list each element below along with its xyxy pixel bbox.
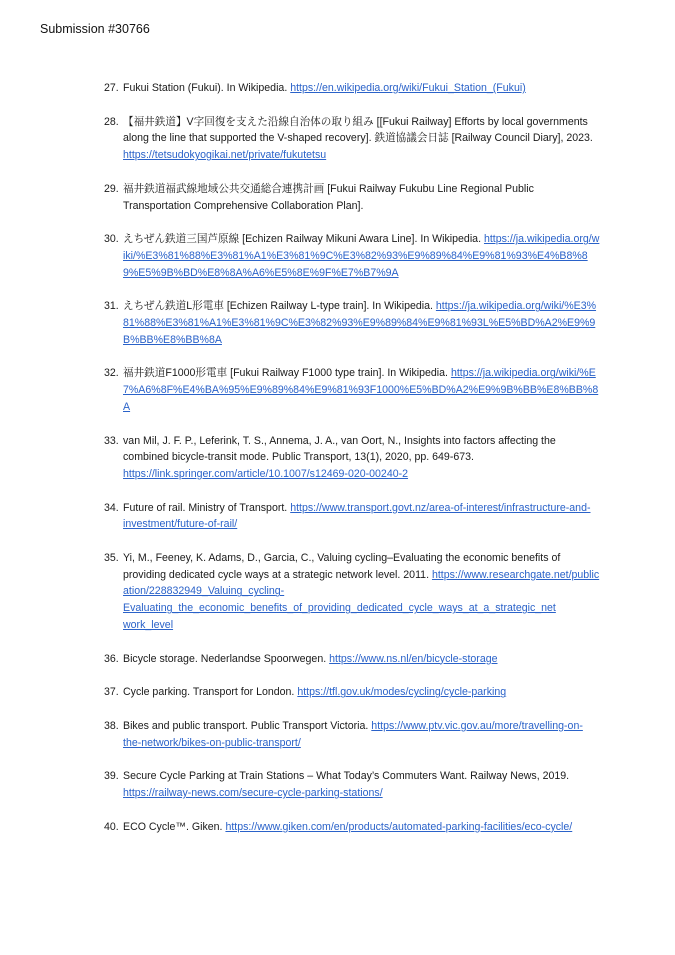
reference-link[interactable]: https://ja.wikipedia.org/wiki/%E3%81%88%E3%81%A1%E3%81%9C%E3%82%93%E9%89%84%E9%81%93L%E5%BD%A2%E9%9B%BB%E8%BB%8A [123,300,597,346]
reference-text: Secure Cycle Parking at Train Stations – What Today’s Commuters Want. Railway News, 2019. [123,770,570,783]
reference-number: 29 . [104,181,119,198]
reference-item-27 [104,80,600,97]
reference-text: 【福井鉄道】V字回復を支えた沿線自治体の取り組み [[Fukui Railway] Efforts by local governments along the line that supported the V-shaped recovery]. 鉄道協議会日誌 [Railway Council Diary], 2023. [123,115,593,145]
reference-text: Yi, M., Feeney, K. Adams, D., Garcia, C., Valuing cycling–Evaluating the economic benefits of providing dedicated cycle ways at a strategic network level. 2011. [123,552,561,581]
reference-number: 36 . [104,651,119,668]
reference-text: Fukui Station (Fukui). In Wikipedia. [123,82,291,94]
reference-item-34 [104,500,600,533]
reference-link[interactable]: https://tfl.gov.uk/modes/cycling/cycle-parking [297,686,507,699]
reference-link[interactable]: https://www.ns.nl/en/bicycle-storage [329,652,498,665]
reference-number: 28 . [104,114,119,131]
reference-text: えちぜん鉄道L形電車 [Echizen Railway L-type train]. In Wikipedia. [123,300,436,313]
reference-link-part: https://www.researchgate.net/publication/228832949_Valuing_cycling- [123,568,600,598]
reference-item-35 [104,550,600,634]
reference-number: 35 . [104,550,119,567]
reference-list [104,80,600,853]
reference-number: 38 . [104,718,119,735]
reference-number: 39 . [104,768,119,785]
reference-number: 32 . [104,365,119,382]
reference-text: Bicycle storage. Nederlandse Spoorwegen. [123,652,330,665]
reference-item-32 [104,365,600,415]
reference-item-40 [104,819,600,836]
reference-text: Bikes and public transport. Public Transport Victoria. [123,719,372,732]
reference-number: 27 . [104,80,119,97]
reference-number: 34 . [104,500,119,517]
reference-link[interactable]: https://tetsudokyogikai.net/private/fukutetsu [123,149,327,162]
reference-item-38 [104,718,600,751]
reference-link[interactable]: https://en.wikipedia.org/wiki/Fukui_Station_(Fukui) [290,82,526,94]
reference-item-36 [104,651,600,668]
reference-text: Future of rail. Ministry of Transport. [123,501,291,514]
reference-link[interactable]: https://ja.wikipedia.org/wiki/%E3%81%88%E3%81%A1%E3%81%9C%E3%82%93%E9%89%84%E9%81%93%E4%B8%89%E5%9B%BD%E8%8A%A6%E5%8E%9F%E7%B7%9A [123,233,600,279]
reference-item-31 [104,298,600,348]
reference-number: 37 . [104,684,119,701]
reference-item-30 [104,231,600,281]
reference-link[interactable]: https://www.giken.com/en/products/automated-parking-facilities/eco-cycle/ [225,820,573,833]
reference-link[interactable]: https://link.springer.com/article/10.1007/s12469-020-00240-2 [123,467,409,480]
reference-number: 40 . [104,819,119,836]
reference-item-29 [104,181,600,214]
reference-text: ECO Cycle™. Giken. [123,820,226,833]
reference-item-39 [104,768,600,801]
reference-link-part: work_level [123,618,174,631]
reference-number: 30 . [104,231,119,248]
reference-text: 福井鉄道福武線地域公共交通総合連携計画 [Fukui Railway Fukubu Line Regional Public Transportation Comprehensive Collaboration Plan]. [123,182,534,212]
reference-text: Cycle parking. Transport for London. [123,686,298,699]
reference-text: 福井鉄道F1000形電車 [Fukui Railway F1000 type train]. In Wikipedia. [123,367,451,380]
reference-item-33 [104,433,600,483]
reference-item-37 [104,684,600,701]
reference-item-28 [104,114,600,164]
reference-link[interactable]: https://railway-news.com/secure-cycle-parking-stations/ [123,787,383,800]
reference-link[interactable]: https://ja.wikipedia.org/wiki/%E7%A6%8F%E4%BA%95%E9%89%84%E9%81%93F1000%E5%BD%A2%E9%9B%BB%E8%BB%8A [123,367,599,413]
page-header: Submission #30766 [40,22,150,36]
reference-link[interactable]: https://www.transport.govt.nz/area-of-interest/infrastructure-and-investment/future-of-rail/ [123,501,591,531]
reference-text: えちぜん鉄道三国芦原線 [Echizen Railway Mikuni Awara Line]. In Wikipedia. [123,233,484,246]
reference-number: 31 . [104,298,119,315]
reference-link[interactable]: https://www.ptv.vic.gov.au/more/travelling-on-the-network/bikes-on-public-transport/ [123,719,583,749]
reference-link-part: Evaluating_the_economic_benefits_of_providing_dedicated_cycle_ways_at_a_strategic_net [123,602,556,615]
reference-number: 33 . [104,433,119,450]
reference-text: van Mil, J. F. P., Leferink, T. S., Annema, J. A., van Oort, N., Insights into factors affecting the combined bicycle-transit mode. Public Transport, 13(1), 2020, pp. 649-673. [123,434,556,464]
